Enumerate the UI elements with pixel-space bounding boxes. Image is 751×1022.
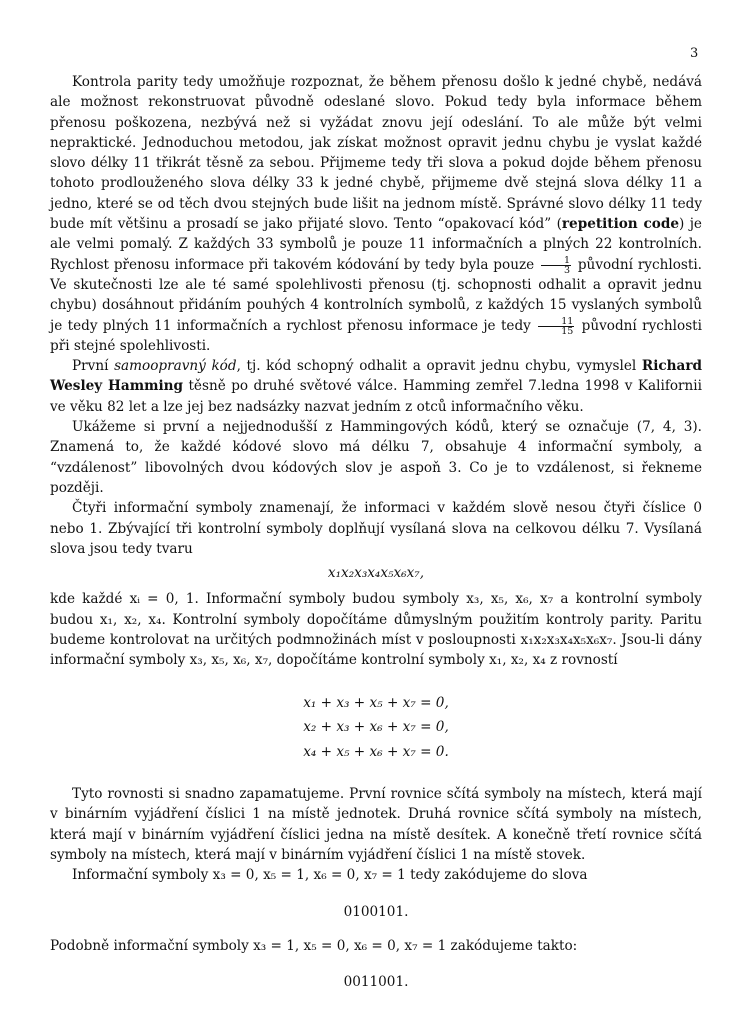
paragraph-repetition-code: Kontrola parity tedy umožňuje rozpoznat, že během přenosu došlo k jedné chybě, nedává ale možnost rekonstruovat původně odeslané slovo. Pokud tedy byla informace během přenosu poškozena, nezbývá než si vyžádat znovu její odeslání. To ale může být velmi nepraktické. Jednoduchou metodou, jak získat možnost opravit jednu chybu je vyslat každé slovo délky 11 třikrát těsně za sebou. Přijmeme tedy tři slova a pokud dojde během přenosu tohoto prodlouženého slova délky 33 k jedné chybě, přijmeme dvě stejná slova délky 11 a jedno, které se od těch dvou stejných bude lišit na jednom místě. Správné slovo délky 11 tedy bude mít většinu a prosadí se jako přijaté slovo. Tento “opakovací kód” (repetition code) je ale velmi pomalý. Z každých 33 symbolů je pouze 11 informačních a plných 22 kontrolních. Rychlost přenosu informace při takovém kódování by tedy byla pouze $\frac{1}{3}$ původní rychlosti. Ve skutečnosti lze ale té samé spolehlivosti přenosu (tj. schopnosti odhalit a opravit jednu chybu) dosáhnout přidáním pouhých 4 kontrolních symbolů, z každých 15 vyslaných symbolů je tedy plných 11 informačních a rychlost přenosu informace je tedy $\frac{11}{15}$ původní rychlosti při stejné spolehlivosti.	[50, 74, 702, 354]
fraction-one-third: $\frac{1}{3}$	[541, 256, 571, 275]
paragraph-remember-rules: Tyto rovnosti si snadno zapamatujeme. První rovnice sčítá symboly na místech, která mají v binárním vyjádření číslici 1 na místě jednotek. Druhá rovnice sčítá symboly na místech, která mají v binárním vyjádření číslici jedna na místě desítek. A konečně třetí rovnice sčítá symboly na místech, která mají v binárním vyjádření číslici 1 na místě stovek.	[50, 786, 702, 863]
paragraph-parity-subsets: kde každé xᵢ = 0, 1. Informační symboly budou symboly x₃, x₅, x₆, x₇ a kontrolní symboly budou x₁, x₂, x₄. Kontrolní symboly dopočítáme důmyslným použitím kontroly parity. Paritu budeme kontrolovat na určitých podmnožinách míst v posloupnosti x₁x₂x₃x₄x₅x₆x₇. Jsou-li dány informační symboly x₃, x₅, x₆, x₇, dopočítáme kontrolní symboly x₁, x₂, x₄ z rovností	[50, 591, 702, 669]
term-repetition-code: repetition code	[561, 216, 680, 233]
codeword-example-1: 0100101.	[343, 903, 409, 920]
paragraph-example-1: Informační symboly x₃ = 0, x₅ = 1, x₆ = 0, x₇ = 1 tedy zakódujeme do slova	[72, 867, 588, 884]
codeword-example-2: 0011001.	[343, 974, 409, 991]
paragraph-743-code: Ukážeme si první a nejjednodušší z Hammingových kódů, který se označuje (7, 4, 3). Znamená to, že každé kódové slovo má délku 7, obsahuje 4 informační symboly, a “vzdálenost” libovolných dvou kódových slov je aspoň 3. Co je to vzdálenost, si řekneme později.	[50, 419, 702, 496]
equation-2: x₂ + x₃ + x₆ + x₇ = 0,	[303, 719, 449, 736]
equation-1: x₁ + x₃ + x₅ + x₇ = 0,	[303, 694, 449, 711]
name-richard-wesley-hamming: Richard Wesley Hamming	[50, 358, 703, 395]
equation-system	[50, 691, 702, 765]
paragraph-information-symbols: Čtyři informační symboly znamenají, že informaci v každém slově nesou čtyři číslice 0 nebo 1. Zbývající tři kontrolní symboly doplňují vysílaná slova na celkovou délku 7. Vysílaná slova jsou tedy tvaru	[50, 500, 702, 557]
equation-3: x₄ + x₅ + x₆ + x₇ = 0.	[303, 743, 449, 760]
paragraph-example-2: Podobně informační symboly x₃ = 1, x₅ = 0, x₆ = 0, x₇ = 1 zakódujeme takto:	[50, 937, 578, 954]
fraction-eleven-fifteenths: $\frac{11}{15}$	[538, 317, 574, 336]
page-body	[50, 72, 702, 1006]
page-number: 3	[690, 46, 699, 61]
equation-codeword: x₁x₂x₃x₄x₅x₆x₇,	[327, 565, 425, 582]
term-self-correcting-code: samoopravný kód	[114, 358, 237, 375]
paragraph-hamming: První samoopravný kód, tj. kód schopný odhalit a opravit jednu chybu, vymyslel Richard Wesley Hamming těsně po druhé světové válce. Hamming zemřel 7.ledna 1998 v Kalifornii ve věku 82 let a lze jej bez nadsázky nazvat jedním z otců informačního věku.	[50, 358, 703, 415]
